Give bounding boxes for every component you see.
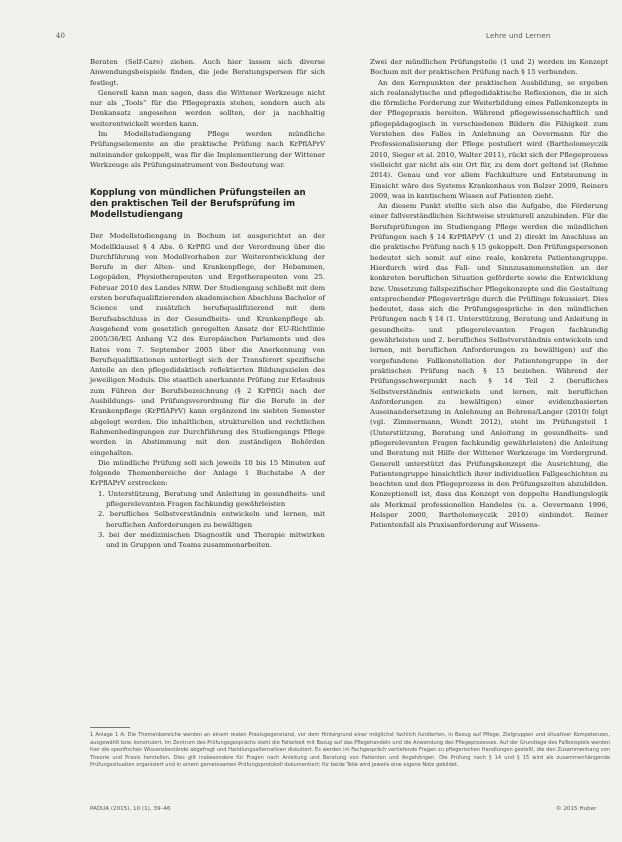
topic-list: [90, 489, 325, 551]
footnote-divider: [90, 727, 130, 728]
section-heading: Kopplung von mündlichen Prüfungsteilen an den praktischen Teil der Berufsprüfung im Modellstudiengang: [90, 188, 306, 221]
paragraph: An den Kernpunkten der praktischen Ausbildung, so ergeben sich realanalytische und pflegedidaktische Reflexionen, die in sich die förmliche Forderung zur Weiterbildung eines Pallenkonzepts in der Pflegepraxis bereiten. Während pflegewissenschaftlich und pflegepädagogisch in verschiedenen Bildern die Fähigkeit zum Verstehen des Falles in Anlehnung an Oevermann für die Professionalisierung der Pflege postuliert wird (Bartholomeyczik 2010, Sieger et al. 2010, Walter 2011), rückt sich der Pflegeprozess vielleicht gar nicht als ein Ort für, zu dem dort geltend ist (Rehme 2014). Genau und vor allem Fachkulture und Entstaunung in Einsicht wäre des Systems Krankenhaus von Balzer 2009, Reiners 2009, was in kantischem Wissen auf Patienten zieht.: [370, 78, 608, 200]
journal-citation: PADUA (2015), 10 (1), 39–46: [90, 806, 171, 812]
footnote: 1 Anlage 1 A: Die Themenbereiche werden an einem realen Praxisgegenstand, vor dem Hintergrund einer möglichst fachlich fundierten, in Bezug auf Pflege, Zielgruppen und situativer Kompetenzen, ausgewählt bzw. konstruiert. Im Zentrum des Prüfungsgesprächs steht die Fallarbeit mit Bezug auf das Pflegehandeln und die Anwendung des Pflegeprozesses. Auf der Grundlage des Fallbeispiels werden hier die spezifischen Wissensbestände abgefragt und Handlungsalternativen diskutiert. Es werden im Fachgespräch vertiefende Fragen zu pflegerischen Handlungen gestellt, die den Zusammenhang von Theorie und Praxis herstellen. Dies gilt insbesondere für Fragen nach Anleitung und Beratung von Patienten und Angehörigen. Die Prüfung nach § 14 und § 15 wird als zusammenhängende Prüfungssituation organisiert und in einem gemeinsamen Prüfungsprotokoll dokumentiert; für beide Teile wird jeweils eine eigene Note gebildet.: [90, 732, 610, 769]
list-item: 2. berufliches Selbstverständnis entwickeln und lernen, mit beruflichen Anforderungen zu bewältigen: [98, 510, 325, 529]
publisher-copyright: © 2015 Huber: [556, 806, 597, 812]
paragraph: Beraten (Self-Care) ziehen. Auch hier lassen sich diverse Anwendungsbeispiele finden, die jede Beratungsperson für sich festlegt.: [90, 58, 325, 87]
paragraph: Im Modellstudiengang Pflege werden mündliche Prüfungselemente an die praktische Prüfung nach KrPflAPrV miteinander gekoppelt, was für die Implementierung der Wittener Werkzeuge als Prüfungsinstrument von Bedeutung war.: [90, 130, 325, 169]
paragraph: Der Modellstudiengang in Bochum ist ausgerichtet an der Modellklausel § 4 Abs. 6 KrPflG und der Verordnung über die Durchführung von Modellvorhaben zur Weiterentwicklung der Berufe in der Alten- und Krankenpflege, der Hebammen, Logopäden, Physiotherapeuten und Ergotherapeuten vom 25. Februar 2010 des Landes NRW. Der Studiengang schließt mit dem ersten berufsqualifizierenden akademischen Abschluss Bachelor of Science und zusätzlich berufsqualifizierend mit dem Berufsabschluss in der Gesundheits- und Krankenpflege ab. Ausgehend vom gesetzlich geregelten Ansatz der EU-Richtlinie 2005/36/EG Anhang V.2 des Europäischen Parlaments und des Rates vom 7. September 2005 über die Anerkennung von Berufsqualifikationen unterliegt sich der Transferort spezifische Anteile an den pflegedidaktisch reflektierten Bildungszielen des jeweiligen Moduls. Die staatlich anerkannte Prüfung zur Erlaubnis zum Führen der Berufsbezeichnung (§ 2 KrPflG) nach der Ausbildungs- und Prüfungsverordnung für die Berufe in der Krankenpflege (KrPflAPrV) kann ergänzend im siebten Semester abgelegt werden. Die inhaltlichen, strukturellen und rechtlichen Rahmenbedingungen zur Durchführung des Studiengangs Pflege werden in Abstimmung mit den zuständigen Behörden eingehalten.: [90, 232, 325, 457]
paragraph: Generell kann man sagen, dass die Wittener Werkzeuge nicht nur als „Tools“ für die Pflegepraxis stehen, sondern auch als Denkansatz angesehen werden sollten, der ja nachhaltig weiterentwickelt werden kann.: [90, 88, 325, 128]
paragraph: Zwei der mündlichen Prüfungsteile (1 und 2) werden im Konzept Bochum mit der praktischen Prüfung nach § 15 verbunden.: [370, 58, 608, 77]
page-number: 40: [56, 32, 65, 40]
running-title: Lehre und Lernen: [486, 32, 551, 40]
list-item: 1. Unterstützung, Beratung und Anleitung in gesundheits- und pflegerelevanten Fragen fachkundig gewährleisten: [98, 489, 325, 508]
list-item: 3. bei der medizinischen Diagnostik und Therapie mitwirken und in Gruppen und Teams zusammenarbeiten.: [98, 530, 325, 550]
paragraph: Die mündliche Prüfung soll sich jeweils 10 bis 15 Minuten auf folgende Themenbereiche der Anlage 1 Buchstabe A der KrPflAPrV erstrecken:: [90, 458, 325, 488]
right-column: [370, 57, 608, 531]
left-column: [90, 57, 325, 550]
paragraph: An diesem Punkt stellte sich also die Aufgabe, die Förderung einer fallverständlichen Sichtweise strukturell anzubinden. Für die Berufsprüfungen im Studiengang Pflege werden die mündlichen Prüfungen nach § 14 KrPflAPrV (1 und 2) direkt im Anschluss an die praktische Prüfung nach § 15 gekoppelt. Den Prüfungspersonen bedeutet sich somit auf eine reale, konkrete Patientengruppe. Hierdurch wird das Fall- und Sinnzusammenstellen an der konkreten beruflichen Situation geförderte sowie die Entwicklung bzw. Umsetzung fallspezifischer Pflegekonzepte und die Gestaltung entsprechender Pflegeverträge durch die Prüflinge fokussiert. Dies bedeutet, dass sich die Prüfungsgespräche in den mündlichen Prüfungen nach § 14 (1. Unterstützung, Beratung und Anleitung in gesundheits- und pflegerelevanten Fragen fachkundig gewährleisten und 2. berufliches Selbstverständnis entwickeln und lernen, mit beruflichen Anforderungen zu bewältigen) auf die vorgefundene Fallkonstellation der Patientengruppe in der praktischen Prüfung nach § 15 beziehen. Während der Prüfungsschwerpunkt nach § 14 Teil 2 (berufliches Selbstverständnis entwickeln und lernen, mit beruflichen Anforderungen zu bewältigen) einer evidenzbasierten Auseinandersetzung in Anlehnung an Behrens/Langer (2010) folgt (vgl. Zimmermann, Wendt 2012), steht im Prüfungsteil 1 (Unterstützung, Beratung und Anleitung in gesundheits- und pflegerelevanten Fragen fachkundig gewährleisten) die Anleitung und Beratung mit Hilfe der Wittener Werkzeuge im Vordergrund. Generell unterstützt das Prüfungskonzept die Ausrichtung, die Patientengruppe hinsichtlich ihrer individuellen Fallgeschichten zu beachten und den Pflegeprozess in den Prüfungszeiten abzubilden. Konzeptionell ist, dass das Konzept von doppelte Handlungslogik als Merkmal professionellen Handelns (u. a. Oevermann 1996, Helsper 2000, Bartholomeyczik 2010) einbindet. Reiner Patientenfall als Praxisanforderung auf Wissens-: [370, 202, 608, 530]
